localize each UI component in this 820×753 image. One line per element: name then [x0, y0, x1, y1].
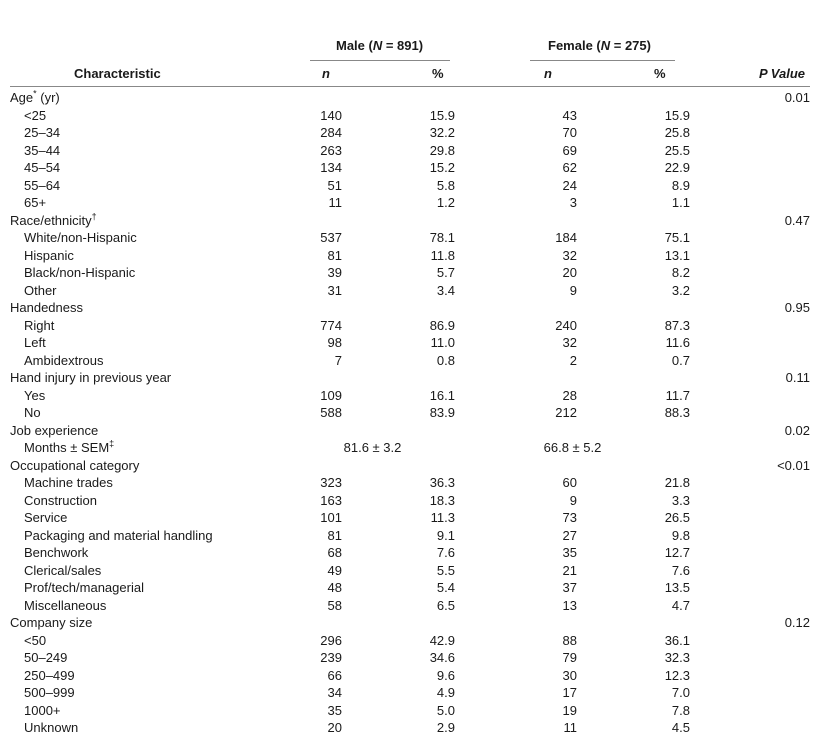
p-value-header: P Value: [759, 66, 806, 81]
male-pct-cell: 36.3: [429, 475, 455, 490]
table-row: [10, 632, 810, 650]
female-n-header: n: [544, 66, 552, 81]
male-n-cell: [290, 89, 342, 107]
table-row: [10, 264, 810, 282]
p-value-cell: 0.02: [784, 422, 810, 438]
male-pct-cell: 11.3: [430, 510, 455, 525]
male-n-cell: 66: [327, 667, 342, 683]
female-group-header: Female (N = 275): [548, 38, 651, 53]
p-value-cell: [690, 177, 810, 195]
characteristic-cell: 500–999: [24, 685, 75, 700]
female-n-cell: 2: [569, 352, 577, 368]
female-n-cell: 69: [562, 142, 577, 158]
male-n-cell: 296: [320, 632, 342, 648]
male-group-rule: [310, 60, 450, 61]
female-n-cell: [455, 457, 577, 475]
female-pct-cell: 12.3: [664, 667, 690, 683]
table-row: [10, 492, 810, 510]
table-row: [10, 719, 810, 737]
p-value-cell: <0.01: [777, 457, 810, 473]
male-pct-cell: 16.1: [429, 387, 455, 403]
female-value-cell: 66.8 ± 5.2: [543, 440, 602, 455]
male-pct-cell: 29.8: [429, 142, 455, 158]
category-row: [10, 457, 810, 475]
female-n-cell: 79: [562, 650, 577, 665]
p-value-cell: [690, 247, 810, 265]
male-n-cell: 109: [320, 387, 342, 403]
male-pct-cell: 0.8: [436, 352, 455, 368]
female-pct-cell: [577, 457, 690, 475]
male-pct-header: %: [432, 66, 444, 81]
male-n-cell: [290, 422, 342, 440]
characteristic-cell: Left: [24, 335, 46, 350]
female-pct-cell: 88.3: [664, 405, 690, 420]
female-n-cell: [455, 299, 577, 317]
male-pct-cell: 11.8: [430, 247, 455, 263]
female-pct-cell: 87.3: [664, 317, 690, 333]
p-value-cell: [690, 509, 810, 527]
characteristic-cell: No: [24, 405, 41, 420]
male-pct-cell: 83.9: [429, 405, 455, 420]
female-n-cell: 24: [562, 177, 577, 193]
p-value-cell: [690, 107, 810, 125]
male-pct-cell: 6.5: [436, 597, 455, 613]
male-pct-cell: [342, 212, 455, 230]
characteristic-cell: Yes: [24, 387, 46, 403]
p-value-cell: 0.95: [784, 300, 810, 315]
table-row: [10, 474, 810, 492]
female-n-cell: 212: [555, 405, 577, 420]
female-pct-cell: 15.9: [664, 107, 690, 123]
table-row: [10, 544, 810, 562]
female-pct-cell: [577, 614, 690, 632]
male-n-cell: 81: [327, 527, 342, 543]
p-value-cell: [690, 229, 810, 247]
characteristic-cell: 1000+: [24, 702, 61, 718]
male-n-cell: 284: [320, 125, 342, 140]
female-pct-cell: 12.7: [664, 545, 690, 560]
p-value-cell: [690, 719, 810, 737]
female-pct-cell: 4.7: [671, 597, 690, 613]
female-n-cell: 73: [562, 510, 577, 525]
p-value-cell: [690, 667, 810, 685]
female-n-cell: 9: [569, 282, 577, 298]
female-n-cell: 27: [562, 527, 577, 543]
table-row: [10, 404, 810, 422]
male-n-cell: 51: [327, 177, 342, 193]
female-n-cell: 32: [562, 335, 577, 350]
female-pct-cell: 75.1: [664, 230, 690, 245]
male-n-cell: 774: [320, 317, 342, 333]
male-pct-cell: [342, 369, 455, 387]
table-row: [10, 334, 810, 352]
male-n-cell: 39: [327, 265, 342, 280]
female-pct-cell: 8.9: [671, 177, 690, 193]
female-n-cell: 17: [562, 685, 577, 700]
male-n-cell: 20: [327, 720, 342, 735]
male-pct-cell: [342, 422, 455, 440]
characteristic-cell: Race/ethnicity†: [10, 211, 97, 228]
characteristic-cell: 50–249: [24, 650, 68, 665]
female-n-cell: 37: [562, 580, 577, 595]
female-pct-cell: 26.5: [664, 510, 690, 525]
female-n-cell: [455, 422, 577, 440]
female-n-cell: [455, 369, 577, 387]
table-row: [10, 387, 810, 405]
data-table: [10, 89, 810, 737]
male-n-cell: [290, 457, 342, 475]
table-row: [10, 684, 810, 702]
p-value-cell: [690, 352, 810, 370]
p-value-cell: 0.47: [784, 212, 810, 228]
male-n-cell: 101: [320, 510, 342, 525]
female-n-cell: [455, 614, 577, 632]
male-pct-cell: 9.1: [436, 527, 455, 543]
characteristic-cell: Hand injury in previous year: [10, 370, 172, 385]
female-n-cell: 11: [563, 720, 577, 735]
p-value-cell: [690, 404, 810, 422]
characteristic-cell: 65+: [24, 195, 47, 210]
male-n-cell: 11: [328, 195, 342, 210]
table-row: [10, 194, 810, 212]
male-n-header: n: [322, 66, 330, 81]
p-value-cell: [690, 317, 810, 335]
p-value-cell: [690, 684, 810, 702]
characteristic-cell: Other: [24, 282, 57, 298]
table-row: [10, 649, 810, 667]
characteristic-cell: Machine trades: [24, 475, 113, 490]
male-pct-cell: 18.3: [429, 492, 455, 508]
table-row: [10, 702, 810, 720]
category-row: [10, 614, 810, 632]
female-pct-cell: 11.6: [665, 335, 690, 350]
female-n-cell: 3: [569, 195, 577, 210]
p-value-cell: [690, 702, 810, 720]
table-row: [10, 527, 810, 545]
male-pct-cell: 11.0: [430, 335, 455, 350]
male-pct-cell: 15.9: [429, 107, 455, 123]
p-value-cell: [690, 562, 810, 580]
female-n-cell: 60: [562, 475, 577, 490]
male-pct-cell: 34.6: [429, 650, 455, 665]
table-row: [10, 159, 810, 177]
female-pct-header: %: [654, 66, 666, 81]
characteristic-cell: Handedness: [10, 300, 83, 315]
table-row: [10, 107, 810, 125]
p-value-cell: [690, 159, 810, 177]
p-value-cell: 0.01: [784, 90, 810, 105]
female-pct-cell: 32.3: [664, 650, 690, 665]
table-row: [10, 247, 810, 265]
category-row: [10, 89, 810, 107]
characteristic-cell: Age* (yr): [10, 88, 60, 105]
p-value-cell: [690, 282, 810, 300]
male-n-cell: [290, 614, 342, 632]
characteristic-header: Characteristic: [74, 66, 161, 81]
male-n-cell: 68: [327, 545, 342, 560]
category-row: [10, 369, 810, 387]
female-pct-cell: 21.8: [664, 475, 690, 490]
male-pct-cell: 3.4: [436, 282, 455, 298]
characteristic-cell: Prof/tech/managerial: [24, 580, 144, 595]
p-value-cell: [690, 579, 810, 597]
characteristic-cell: Right: [24, 317, 55, 333]
male-value-cell: 81.6 ± 3.2: [343, 440, 402, 455]
table-row: [10, 124, 810, 142]
characteristic-cell: <50: [24, 632, 47, 648]
male-n-cell: 98: [327, 335, 342, 350]
p-value-cell: [690, 194, 810, 212]
male-n-cell: 48: [327, 580, 342, 595]
female-pct-cell: 13.1: [664, 247, 690, 263]
male-pct-cell: [342, 614, 455, 632]
male-n-cell: 81: [327, 247, 342, 263]
table-row: [10, 317, 810, 335]
male-pct-cell: 15.2: [429, 160, 455, 175]
table-row: [10, 282, 810, 300]
table-row: [10, 177, 810, 195]
male-n-cell: 323: [320, 475, 342, 490]
male-n-cell: 263: [320, 142, 342, 158]
characteristic-cell: Occupational category: [10, 457, 140, 473]
female-pct-cell: [577, 89, 690, 107]
male-pct-cell: 4.9: [436, 685, 455, 700]
female-pct-cell: 7.6: [671, 562, 690, 578]
male-pct-cell: 5.4: [436, 580, 455, 595]
p-value-cell: [690, 124, 810, 142]
female-n-cell: 184: [555, 230, 577, 245]
p-value-cell: [690, 527, 810, 545]
male-n-cell: 134: [320, 160, 342, 175]
characteristic-cell: White/non-Hispanic: [24, 230, 137, 245]
female-n-cell: 13: [562, 597, 577, 613]
male-pct-cell: 78.1: [429, 230, 455, 245]
female-pct-cell: 9.8: [671, 527, 690, 543]
header-rule: [10, 86, 810, 87]
p-value-cell: [690, 334, 810, 352]
table-row: [10, 562, 810, 580]
female-n-cell: 9: [569, 492, 577, 508]
female-pct-cell: 4.5: [671, 720, 690, 735]
male-n-cell: 34: [327, 685, 342, 700]
characteristic-cell: Months ± SEM‡: [24, 438, 115, 455]
characteristic-cell: Hispanic: [24, 247, 74, 263]
female-pct-cell: 7.0: [671, 685, 690, 700]
female-n-cell: 240: [555, 317, 577, 333]
male-pct-cell: [342, 457, 455, 475]
male-pct-cell: [342, 89, 455, 107]
table-row: [10, 667, 810, 685]
characteristic-cell: Ambidextrous: [24, 352, 104, 368]
male-pct-cell: 5.5: [436, 562, 455, 578]
table-row: [10, 229, 810, 247]
female-n-cell: 35: [562, 545, 577, 560]
male-n-cell: [290, 369, 342, 387]
characteristic-cell: Miscellaneous: [24, 597, 107, 613]
female-n-cell: 28: [562, 387, 577, 403]
female-pct-cell: 11.7: [665, 387, 690, 403]
female-pct-cell: [577, 369, 690, 387]
characteristic-cell: 250–499: [24, 667, 75, 683]
female-n-cell: 88: [562, 632, 577, 648]
male-pct-cell: 86.9: [429, 317, 455, 333]
p-value-cell: [690, 264, 810, 282]
female-pct-cell: 25.8: [664, 125, 690, 140]
male-pct-cell: 5.0: [436, 702, 455, 718]
female-pct-cell: 3.3: [671, 492, 690, 508]
female-pct-cell: 3.2: [671, 282, 690, 298]
p-value-cell: [690, 649, 810, 667]
characteristic-cell: 35–44: [24, 142, 61, 158]
female-pct-cell: 0.7: [671, 352, 690, 368]
characteristic-cell: Job experience: [10, 422, 99, 438]
female-n-cell: 30: [562, 667, 577, 683]
male-n-cell: 239: [320, 650, 342, 665]
female-pct-cell: 36.1: [664, 632, 690, 648]
p-value-cell: [690, 632, 810, 650]
male-n-cell: 140: [320, 107, 342, 123]
female-n-cell: 43: [562, 107, 577, 123]
characteristic-cell: 25–34: [24, 125, 61, 140]
male-pct-cell: 32.2: [429, 125, 455, 140]
female-pct-cell: 1.1: [671, 195, 690, 210]
characteristic-cell: <25: [24, 107, 47, 123]
male-group-header: Male (N = 891): [336, 38, 424, 53]
male-n-cell: 537: [320, 230, 342, 245]
male-pct-cell: 9.6: [436, 667, 455, 683]
characteristic-cell: Company size: [10, 615, 93, 630]
female-n-cell: 32: [562, 247, 577, 263]
male-pct-cell: 5.8: [436, 177, 455, 193]
category-row: [10, 299, 810, 317]
p-value-cell: [690, 142, 810, 160]
p-value-cell: [690, 439, 810, 457]
table-row: [10, 352, 810, 370]
p-value-cell: 0.12: [784, 615, 810, 630]
male-pct-cell: 5.7: [436, 265, 455, 280]
category-row: [10, 422, 810, 440]
p-value-cell: [690, 597, 810, 615]
female-pct-cell: [577, 212, 690, 230]
category-row: [10, 212, 810, 230]
male-n-cell: [290, 299, 342, 317]
p-value-cell: [690, 387, 810, 405]
male-pct-cell: [342, 299, 455, 317]
male-pct-cell: 2.9: [436, 720, 455, 735]
male-n-cell: 35: [327, 702, 342, 718]
female-group-rule: [530, 60, 675, 61]
p-value-cell: [690, 492, 810, 510]
female-n-cell: 62: [562, 160, 577, 175]
female-pct-cell: 22.9: [664, 160, 690, 175]
female-pct-cell: 25.5: [664, 142, 690, 158]
table-row: [10, 597, 810, 615]
female-pct-cell: 8.2: [671, 265, 690, 280]
female-pct-cell: [577, 422, 690, 440]
male-pct-cell: 1.2: [436, 195, 455, 210]
table-row: [10, 439, 810, 457]
characteristic-cell: Unknown: [24, 720, 79, 735]
characteristic-cell: Benchwork: [24, 545, 89, 560]
table-row: [10, 579, 810, 597]
female-n-cell: 20: [562, 265, 577, 280]
male-n-cell: 588: [320, 405, 342, 420]
male-n-cell: 163: [320, 492, 342, 508]
characteristic-cell: Black/non-Hispanic: [24, 265, 136, 280]
male-n-cell: 7: [334, 352, 342, 368]
female-pct-cell: 13.5: [664, 580, 690, 595]
characteristic-cell: Clerical/sales: [24, 562, 102, 578]
table-row: [10, 142, 810, 160]
characteristic-cell: 45–54: [24, 160, 61, 175]
male-pct-cell: 42.9: [429, 632, 455, 648]
female-n-cell: 19: [562, 702, 577, 718]
p-value-cell: [690, 474, 810, 492]
table-row: [10, 509, 810, 527]
characteristic-cell: Construction: [24, 492, 97, 508]
characteristic-cell: 55–64: [24, 177, 61, 193]
characteristic-cell: Service: [24, 510, 68, 525]
p-value-cell: 0.11: [785, 370, 810, 385]
male-n-cell: [290, 212, 342, 230]
male-pct-cell: 7.6: [436, 545, 455, 560]
female-n-cell: [455, 89, 577, 107]
male-n-cell: 31: [327, 282, 342, 298]
male-n-cell: 49: [327, 562, 342, 578]
male-n-cell: 58: [327, 597, 342, 613]
female-pct-cell: [577, 299, 690, 317]
female-n-cell: 21: [562, 562, 577, 578]
female-n-cell: 70: [562, 125, 577, 140]
characteristic-cell: Packaging and material handling: [24, 527, 213, 543]
female-pct-cell: 7.8: [671, 702, 690, 718]
female-n-cell: [455, 212, 577, 230]
p-value-cell: [690, 544, 810, 562]
